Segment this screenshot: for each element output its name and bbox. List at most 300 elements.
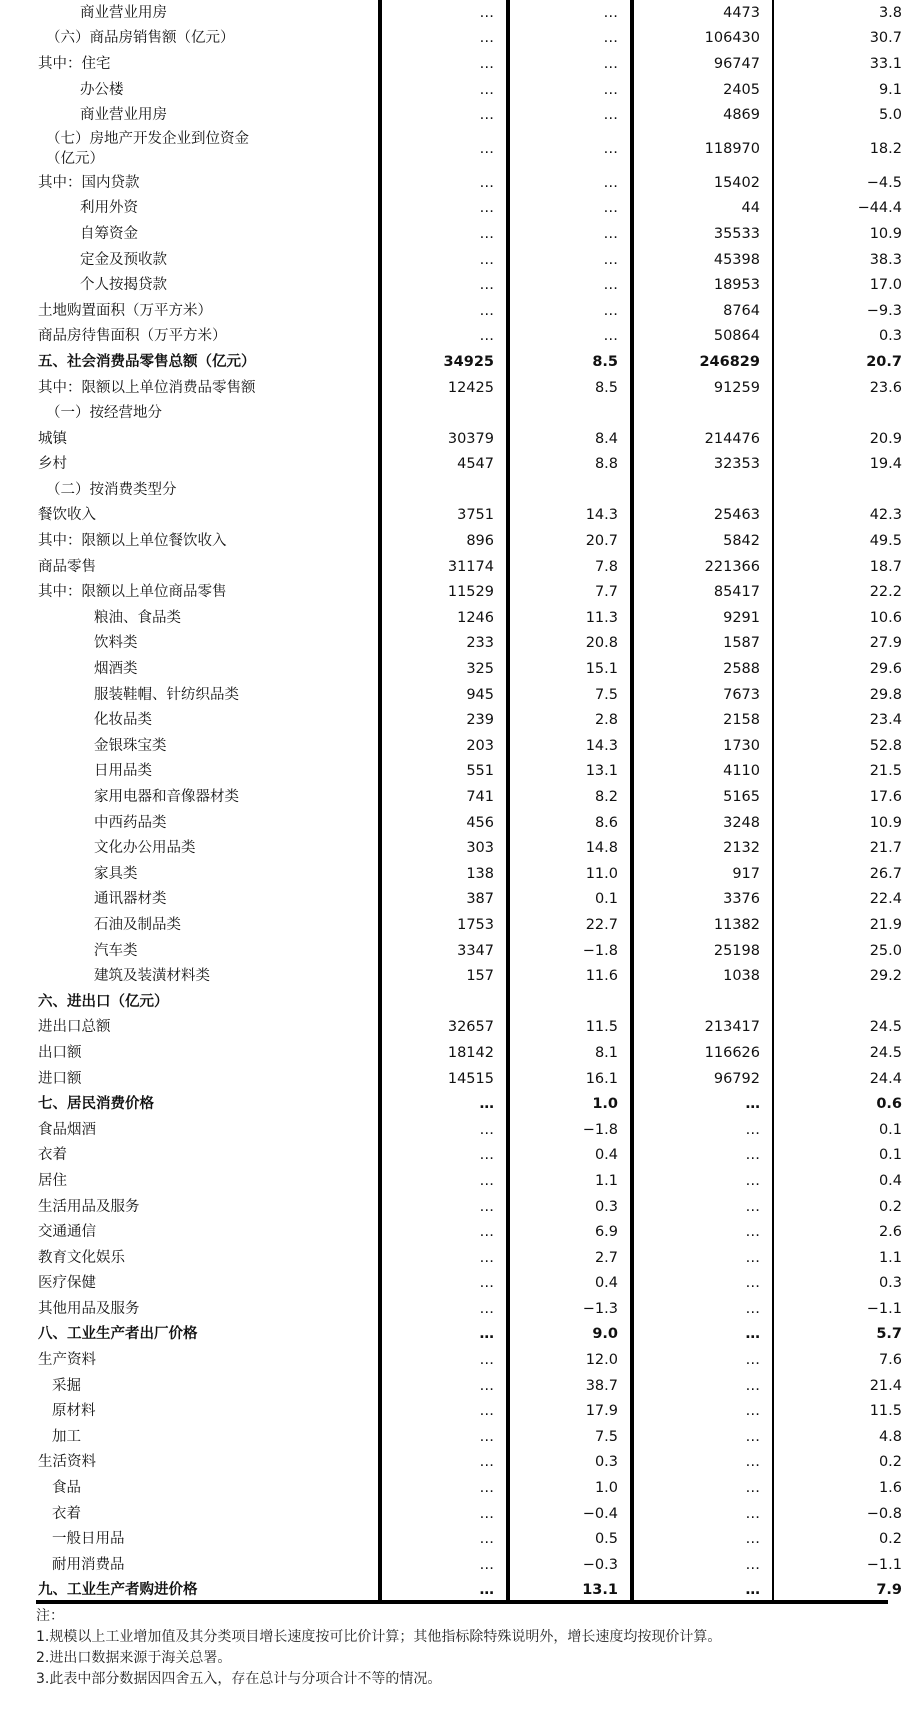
value-cell-c2: … <box>508 77 632 103</box>
value-cell-c3 <box>632 477 773 503</box>
value-cell-c3: … <box>632 1424 773 1450</box>
row-label-cell <box>36 298 380 324</box>
table-body <box>36 0 909 1603</box>
value-cell-c1: 31174 <box>380 554 508 580</box>
value-cell-c3 <box>632 400 773 426</box>
value-cell-c1 <box>380 477 508 503</box>
row-label-cell <box>36 1526 380 1552</box>
table-row <box>36 1040 909 1066</box>
value-cell-c4: 0.1 <box>773 1117 909 1143</box>
row-label-cell <box>36 1091 380 1117</box>
value-cell-c3: 5165 <box>632 784 773 810</box>
value-cell-c3: 2158 <box>632 707 773 733</box>
table-row <box>36 221 909 247</box>
table-row <box>36 554 909 580</box>
table-row <box>36 102 909 128</box>
row-label-cell <box>36 503 380 529</box>
table-row <box>36 272 909 298</box>
value-cell-c1: … <box>380 1219 508 1245</box>
value-cell-c3: 25198 <box>632 938 773 964</box>
row-label: 其中：国内贷款 <box>38 174 140 191</box>
value-cell-c2: 22.7 <box>508 912 632 938</box>
row-label: 进口额 <box>38 1070 82 1087</box>
table-row <box>36 1296 909 1322</box>
row-label-cell <box>36 349 380 375</box>
value-cell-c1: 239 <box>380 707 508 733</box>
value-cell-c3: 11382 <box>632 912 773 938</box>
row-label-cell <box>36 1552 380 1578</box>
value-cell-c4: 0.2 <box>773 1450 909 1476</box>
value-cell-c4: 7.6 <box>773 1347 909 1373</box>
row-label-cell <box>36 861 380 887</box>
value-cell-c2: 8.5 <box>508 375 632 401</box>
value-cell-c3: 85417 <box>632 579 773 605</box>
value-cell-c4: 21.4 <box>773 1373 909 1399</box>
value-cell-c4: 18.7 <box>773 554 909 580</box>
table-row <box>36 861 909 887</box>
value-cell-c3: 4110 <box>632 759 773 785</box>
row-label-cell <box>36 733 380 759</box>
value-cell-c4: 4.8 <box>773 1424 909 1450</box>
row-label-cell <box>36 477 380 503</box>
value-cell-c2: … <box>508 324 632 350</box>
value-cell-c2: 2.8 <box>508 707 632 733</box>
row-label-cell <box>36 554 380 580</box>
value-cell-c1: … <box>380 1194 508 1220</box>
note-line: 1.规模以上工业增加值及其分类项目增长速度按可比价计算；其他指标除特殊说明外，增长速度均按现价计算。 <box>36 1629 722 1645</box>
value-cell-c4: 17.0 <box>773 272 909 298</box>
value-cell-c4: 5.7 <box>773 1322 909 1348</box>
value-cell-c4: 10.9 <box>773 810 909 836</box>
table-row <box>36 1015 909 1041</box>
row-label-cell <box>36 579 380 605</box>
value-cell-c2: 20.7 <box>508 528 632 554</box>
value-cell-c2: 15.1 <box>508 656 632 682</box>
value-cell-c1: 203 <box>380 733 508 759</box>
value-cell-c3: 91259 <box>632 375 773 401</box>
value-cell-c2: 0.3 <box>508 1194 632 1220</box>
value-cell-c4: 21.7 <box>773 835 909 861</box>
row-label: 中西药品类 <box>94 814 167 831</box>
value-cell-c2 <box>508 989 632 1015</box>
row-label: 化妆品类 <box>94 712 152 729</box>
row-label-cell <box>36 912 380 938</box>
row-label-cell <box>36 1347 380 1373</box>
value-cell-c1: 303 <box>380 835 508 861</box>
value-cell-c1: 157 <box>380 963 508 989</box>
row-label-cell <box>36 1194 380 1220</box>
value-cell-c3: 8764 <box>632 298 773 324</box>
value-cell-c3: 1587 <box>632 631 773 657</box>
row-label: 日用品类 <box>94 763 152 780</box>
value-cell-c4: 29.8 <box>773 682 909 708</box>
table-row <box>36 1117 909 1143</box>
value-cell-c4 <box>773 989 909 1015</box>
value-cell-c2: 7.8 <box>508 554 632 580</box>
table-row <box>36 963 909 989</box>
row-label: 土地购置面积（万平方米） <box>38 302 212 319</box>
table-row <box>36 1475 909 1501</box>
value-cell-c2: −0.3 <box>508 1552 632 1578</box>
row-label-cell <box>36 1271 380 1297</box>
value-cell-c3: … <box>632 1219 773 1245</box>
value-cell-c2: 0.5 <box>508 1526 632 1552</box>
table-row <box>36 682 909 708</box>
row-label: 加工 <box>52 1428 81 1445</box>
value-cell-c3: 7673 <box>632 682 773 708</box>
value-cell-c1: 32657 <box>380 1015 508 1041</box>
table-bottom-rule <box>36 1600 888 1604</box>
value-cell-c2 <box>508 477 632 503</box>
row-label: （二）按消费类型分 <box>46 481 177 498</box>
value-cell-c4: 38.3 <box>773 247 909 273</box>
value-cell-c4: 2.6 <box>773 1219 909 1245</box>
row-label-cell <box>36 272 380 298</box>
value-cell-c4: 7.9 <box>773 1578 909 1604</box>
value-cell-c3: 9291 <box>632 605 773 631</box>
table-row <box>36 298 909 324</box>
row-label-cell <box>36 324 380 350</box>
value-cell-c1 <box>380 400 508 426</box>
value-cell-c2: 0.4 <box>508 1271 632 1297</box>
value-cell-c2: 7.7 <box>508 579 632 605</box>
table-row <box>36 1552 909 1578</box>
notes-section <box>36 1606 896 1690</box>
value-cell-c4: 30.7 <box>773 26 909 52</box>
value-cell-c4: 0.3 <box>773 324 909 350</box>
value-cell-c4: 21.5 <box>773 759 909 785</box>
row-label-cell <box>36 963 380 989</box>
value-cell-c4: 23.4 <box>773 707 909 733</box>
table-row <box>36 1398 909 1424</box>
row-label-cell <box>36 631 380 657</box>
row-label: 其他用品及服务 <box>38 1300 140 1317</box>
row-label: 商品零售 <box>38 558 96 575</box>
value-cell-c2: … <box>508 170 632 196</box>
table-row <box>36 1219 909 1245</box>
value-cell-c1: 456 <box>380 810 508 836</box>
table-row <box>36 1373 909 1399</box>
value-cell-c3: 2132 <box>632 835 773 861</box>
value-cell-c2: 6.9 <box>508 1219 632 1245</box>
value-cell-c1: … <box>380 1450 508 1476</box>
row-label-cell <box>36 170 380 196</box>
row-label-cell <box>36 810 380 836</box>
value-cell-c3: 96792 <box>632 1066 773 1092</box>
value-cell-c2: 11.5 <box>508 1015 632 1041</box>
table-row <box>36 989 909 1015</box>
value-cell-c2: 16.1 <box>508 1066 632 1092</box>
value-cell-c3: 3376 <box>632 887 773 913</box>
value-cell-c1: … <box>380 1117 508 1143</box>
value-cell-c3: 116626 <box>632 1040 773 1066</box>
value-cell-c4: 22.4 <box>773 887 909 913</box>
value-cell-c2: −1.8 <box>508 938 632 964</box>
value-cell-c2: … <box>508 0 632 26</box>
row-label: （六）商品房销售额（亿元） <box>46 30 235 47</box>
table-row <box>36 1271 909 1297</box>
value-cell-c1: … <box>380 247 508 273</box>
value-cell-c1: 14515 <box>380 1066 508 1092</box>
row-label: 七、居民消费价格 <box>38 1096 154 1113</box>
table-row <box>36 128 909 170</box>
row-label: 衣着 <box>38 1147 67 1164</box>
table-row <box>36 1194 909 1220</box>
table-row <box>36 1526 909 1552</box>
row-label: 粮油、食品类 <box>94 609 181 626</box>
value-cell-c1: … <box>380 1373 508 1399</box>
value-cell-c4: 23.6 <box>773 375 909 401</box>
row-label-cell <box>36 51 380 77</box>
value-cell-c4: 0.2 <box>773 1194 909 1220</box>
value-cell-c4: 24.5 <box>773 1015 909 1041</box>
value-cell-c2: 0.1 <box>508 887 632 913</box>
row-label: 采掘 <box>52 1377 81 1394</box>
statistics-table <box>36 0 909 1603</box>
value-cell-c3: … <box>632 1322 773 1348</box>
value-cell-c2: −1.8 <box>508 1117 632 1143</box>
value-cell-c2: 8.5 <box>508 349 632 375</box>
value-cell-c4: −4.5 <box>773 170 909 196</box>
row-label-cell <box>36 1117 380 1143</box>
value-cell-c2: 2.7 <box>508 1245 632 1271</box>
value-cell-c4: 18.2 <box>773 128 909 170</box>
row-label: 生活资料 <box>38 1454 96 1471</box>
row-label-cell <box>36 1398 380 1424</box>
row-label: 烟酒类 <box>94 661 138 678</box>
value-cell-c4: 1.1 <box>773 1245 909 1271</box>
value-cell-c2: 11.0 <box>508 861 632 887</box>
value-cell-c1: … <box>380 1424 508 1450</box>
row-label-cell <box>36 221 380 247</box>
value-cell-c4: 26.7 <box>773 861 909 887</box>
value-cell-c2: 1.0 <box>508 1091 632 1117</box>
row-label: 饮料类 <box>94 635 138 652</box>
value-cell-c3: 1038 <box>632 963 773 989</box>
value-cell-c4: −0.8 <box>773 1501 909 1527</box>
value-cell-c1: 1753 <box>380 912 508 938</box>
row-label-cell <box>36 1015 380 1041</box>
value-cell-c3: 1730 <box>632 733 773 759</box>
value-cell-c1: 1246 <box>380 605 508 631</box>
value-cell-c4: 33.1 <box>773 51 909 77</box>
table-row <box>36 835 909 861</box>
value-cell-c4: 24.5 <box>773 1040 909 1066</box>
row-label-cell <box>36 682 380 708</box>
value-cell-c3: … <box>632 1091 773 1117</box>
value-cell-c4: 10.9 <box>773 221 909 247</box>
value-cell-c4: 49.5 <box>773 528 909 554</box>
value-cell-c1: 12425 <box>380 375 508 401</box>
value-cell-c4: 0.6 <box>773 1091 909 1117</box>
row-label-cell <box>36 707 380 733</box>
value-cell-c3: 106430 <box>632 26 773 52</box>
row-label: 其中：限额以上单位餐饮收入 <box>38 533 227 550</box>
value-cell-c3: 2588 <box>632 656 773 682</box>
value-cell-c1 <box>380 989 508 1015</box>
value-cell-c2: 8.6 <box>508 810 632 836</box>
row-label-cell <box>36 400 380 426</box>
table-row <box>36 528 909 554</box>
value-cell-c3: 32353 <box>632 452 773 478</box>
value-cell-c3: … <box>632 1245 773 1271</box>
table-row <box>36 784 909 810</box>
table-row <box>36 426 909 452</box>
row-label-cell <box>36 1475 380 1501</box>
row-label: 金银珠宝类 <box>94 737 167 754</box>
value-cell-c1: 741 <box>380 784 508 810</box>
row-label: 服装鞋帽、针纺织品类 <box>94 686 239 703</box>
row-label-cell <box>36 1322 380 1348</box>
value-cell-c2: −0.4 <box>508 1501 632 1527</box>
table-row <box>36 631 909 657</box>
value-cell-c1: … <box>380 1245 508 1271</box>
value-cell-c3: 2405 <box>632 77 773 103</box>
table-row <box>36 759 909 785</box>
note-line: 3.此表中部分数据因四舍五入，存在总计与分项合计不等的情况。 <box>36 1671 442 1687</box>
row-label: 耐用消费品 <box>52 1556 125 1573</box>
table-row <box>36 656 909 682</box>
value-cell-c2: 11.3 <box>508 605 632 631</box>
value-cell-c4: 27.9 <box>773 631 909 657</box>
table-row <box>36 1322 909 1348</box>
row-label: 一般日用品 <box>52 1531 125 1548</box>
value-cell-c2: … <box>508 102 632 128</box>
value-cell-c1: … <box>380 1271 508 1297</box>
value-cell-c1: … <box>380 1143 508 1169</box>
row-label: 个人按揭贷款 <box>80 277 167 294</box>
value-cell-c3: 45398 <box>632 247 773 273</box>
value-cell-c2: 14.3 <box>508 733 632 759</box>
notes-heading: 注： <box>36 1608 64 1624</box>
row-label: 交通通信 <box>38 1224 96 1241</box>
value-cell-c4: 42.3 <box>773 503 909 529</box>
row-label: 家用电器和音像器材类 <box>94 789 239 806</box>
row-label-cell <box>36 128 380 170</box>
table-row <box>36 912 909 938</box>
value-cell-c1: … <box>380 1501 508 1527</box>
table-row <box>36 324 909 350</box>
value-cell-c1: 11529 <box>380 579 508 605</box>
value-cell-c2: 11.6 <box>508 963 632 989</box>
value-cell-c1: … <box>380 1526 508 1552</box>
value-cell-c4: 21.9 <box>773 912 909 938</box>
value-cell-c2: 1.0 <box>508 1475 632 1501</box>
row-label: 建筑及装潢材料类 <box>94 968 210 985</box>
row-label-cell <box>36 426 380 452</box>
table-row <box>36 247 909 273</box>
value-cell-c1: … <box>380 1322 508 1348</box>
row-label-cell <box>36 247 380 273</box>
row-label-cell <box>36 1373 380 1399</box>
row-label-cell <box>36 938 380 964</box>
row-label: 九、工业生产者购进价格 <box>38 1582 198 1599</box>
value-cell-c3: 25463 <box>632 503 773 529</box>
value-cell-c2: 0.4 <box>508 1143 632 1169</box>
row-label: 定金及预收款 <box>80 251 167 268</box>
value-cell-c1: 896 <box>380 528 508 554</box>
value-cell-c3: 221366 <box>632 554 773 580</box>
value-cell-c4: 0.1 <box>773 1143 909 1169</box>
row-label-cell <box>36 835 380 861</box>
table-row <box>36 579 909 605</box>
table-row <box>36 170 909 196</box>
value-cell-c3: … <box>632 1194 773 1220</box>
table-row <box>36 810 909 836</box>
row-label: 衣着 <box>52 1505 81 1522</box>
row-label: 餐饮收入 <box>38 507 96 524</box>
table-row <box>36 1066 909 1092</box>
value-cell-c2: 17.9 <box>508 1398 632 1424</box>
value-cell-c1: … <box>380 1296 508 1322</box>
value-cell-c3: 917 <box>632 861 773 887</box>
value-cell-c1: … <box>380 1398 508 1424</box>
value-cell-c1: … <box>380 170 508 196</box>
row-label: 利用外资 <box>80 200 138 217</box>
table-row <box>36 452 909 478</box>
value-cell-c4: 9.1 <box>773 77 909 103</box>
value-cell-c4: 1.6 <box>773 1475 909 1501</box>
value-cell-c4: 0.2 <box>773 1526 909 1552</box>
row-label-cell <box>36 0 380 26</box>
value-cell-c1: 3347 <box>380 938 508 964</box>
value-cell-c2: 38.7 <box>508 1373 632 1399</box>
value-cell-c2: … <box>508 128 632 170</box>
row-label-cell <box>36 887 380 913</box>
row-label: 食品 <box>52 1480 81 1497</box>
value-cell-c2: 8.8 <box>508 452 632 478</box>
row-label: 食品烟酒 <box>38 1121 96 1138</box>
value-cell-c3: 246829 <box>632 349 773 375</box>
table-row <box>36 0 909 26</box>
table-row <box>36 26 909 52</box>
row-label-cell <box>36 656 380 682</box>
value-cell-c4: 0.3 <box>773 1271 909 1297</box>
note-line: 2.进出口数据来源于海关总署。 <box>36 1650 232 1666</box>
value-cell-c3: … <box>632 1526 773 1552</box>
value-cell-c3: 5842 <box>632 528 773 554</box>
row-label: 其中：住宅 <box>38 55 111 72</box>
value-cell-c1: … <box>380 1475 508 1501</box>
row-label: 生产资料 <box>38 1352 96 1369</box>
row-label: 商品房待售面积（万平方米） <box>38 328 227 345</box>
row-label-cell <box>36 1450 380 1476</box>
row-label: 居住 <box>38 1172 67 1189</box>
value-cell-c1: … <box>380 324 508 350</box>
value-cell-c1: … <box>380 1168 508 1194</box>
value-cell-c3 <box>632 989 773 1015</box>
row-label-cell <box>36 1296 380 1322</box>
row-label-cell <box>36 1424 380 1450</box>
row-label: 石油及制品类 <box>94 916 181 933</box>
table-row <box>36 887 909 913</box>
row-label: 原材料 <box>52 1403 96 1420</box>
row-label-cell <box>36 989 380 1015</box>
row-label-cell <box>36 759 380 785</box>
value-cell-c4: −1.1 <box>773 1296 909 1322</box>
row-label: 医疗保健 <box>38 1275 96 1292</box>
value-cell-c2: … <box>508 26 632 52</box>
value-cell-c1: … <box>380 77 508 103</box>
value-cell-c2: … <box>508 298 632 324</box>
value-cell-c2: … <box>508 51 632 77</box>
value-cell-c1: … <box>380 196 508 222</box>
value-cell-c1: 945 <box>380 682 508 708</box>
value-cell-c3: 4473 <box>632 0 773 26</box>
row-label-cell <box>36 1501 380 1527</box>
value-cell-c4: 11.5 <box>773 1398 909 1424</box>
table-row <box>36 349 909 375</box>
